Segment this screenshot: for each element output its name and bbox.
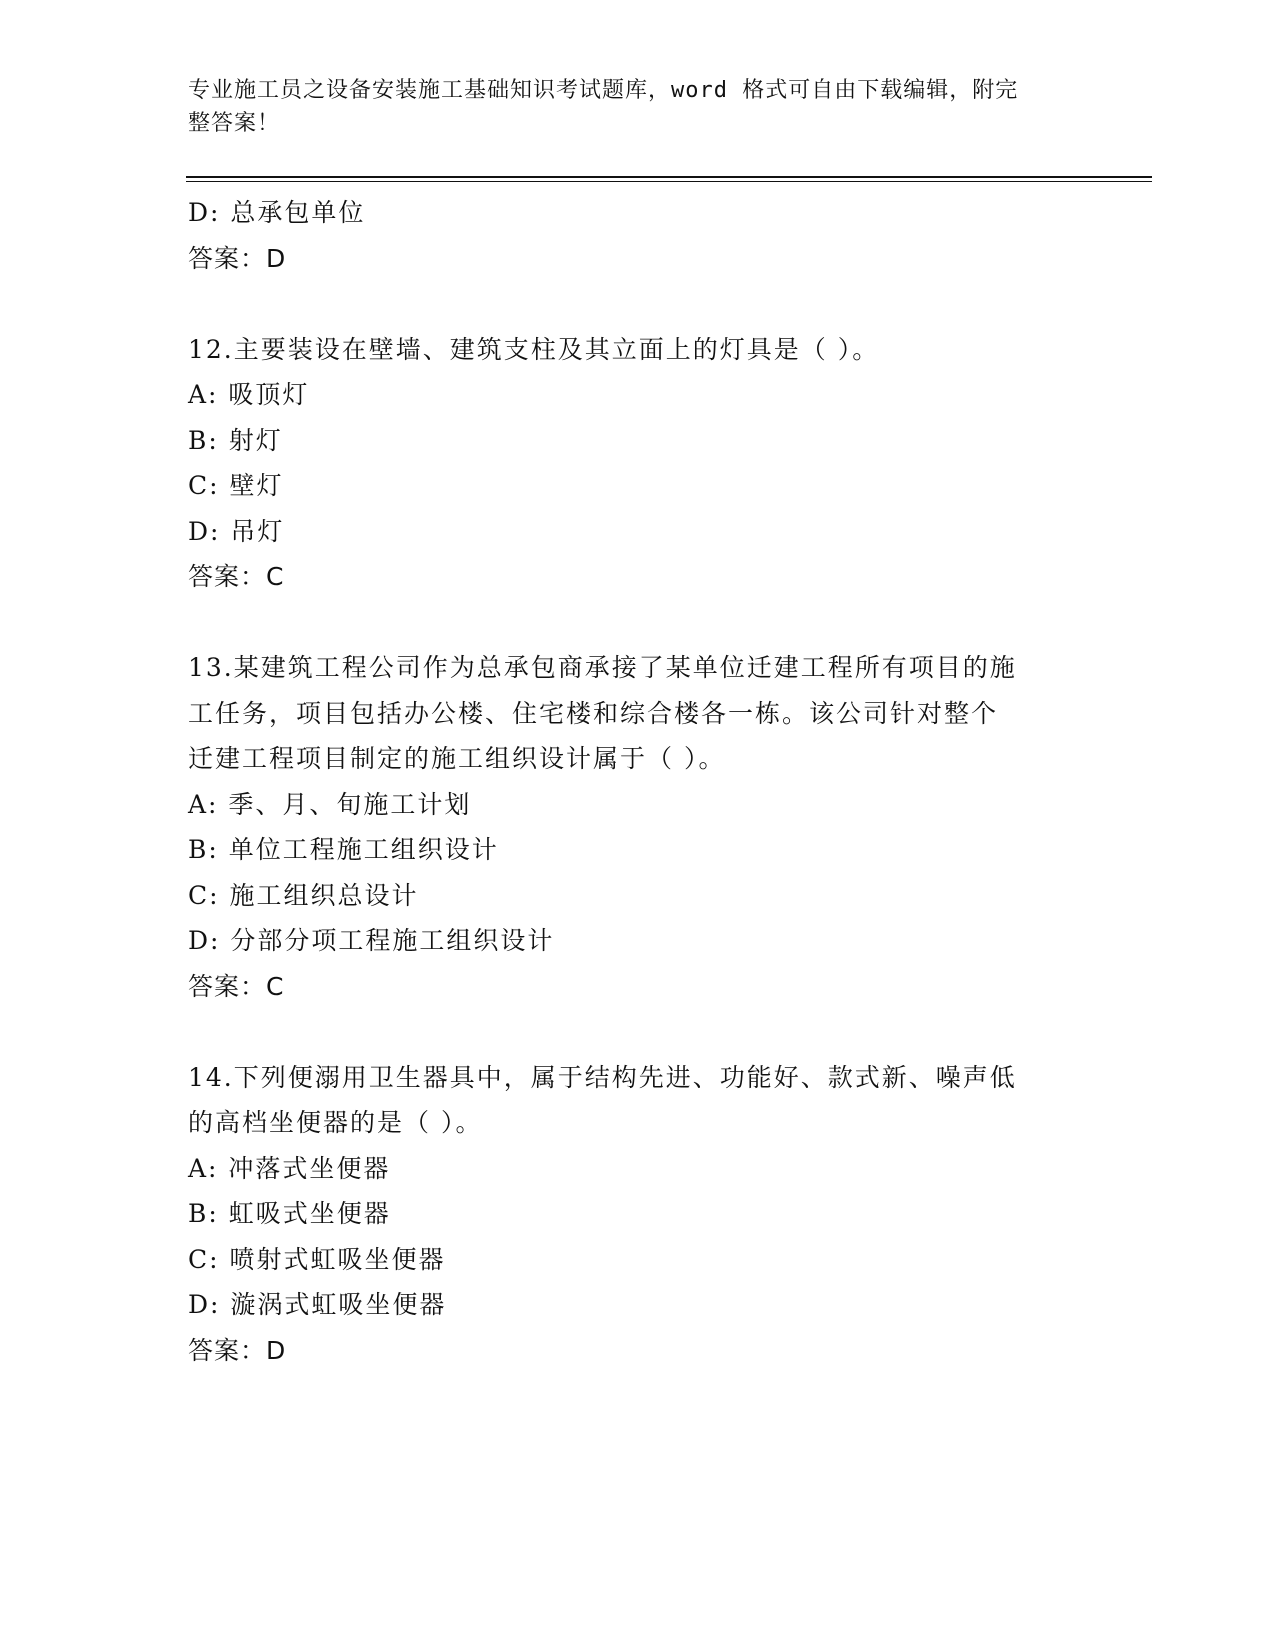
question-12 — [188, 327, 1088, 600]
header-divider-thin — [186, 181, 1152, 182]
previous-question-tail — [188, 190, 1088, 281]
document-header — [188, 74, 1068, 140]
option-d: D: 分部分项工程施工组织设计 — [188, 926, 555, 955]
option-c: C: 壁灯 — [188, 471, 284, 500]
option-a: A: 吸顶灯 — [188, 380, 310, 409]
question-14 — [188, 1055, 1088, 1374]
option-a: A: 冲落式坐便器 — [188, 1153, 391, 1183]
option-b: B: 虹吸式坐便器 — [188, 1199, 391, 1228]
answer-line: 答案：D — [188, 1335, 287, 1365]
option-d: D: 吊灯 — [188, 516, 285, 546]
option-c: C: 施工组织总设计 — [188, 880, 419, 910]
question-stem-line: 迁建工程项目制定的施工组织设计属于（ ）。 — [188, 744, 726, 773]
option-a: A: 季、月、旬施工计划 — [188, 789, 472, 819]
option-b: B: 单位工程施工组织设计 — [188, 835, 499, 864]
answer-line: 答案：C — [188, 562, 285, 591]
document-body — [188, 190, 1088, 1373]
header-divider-thick — [186, 176, 1152, 178]
answer-line: 答案：D — [188, 243, 287, 273]
question-stem-line: 13.某建筑工程公司作为总承包商承接了某单位迁建工程所有项目的施 — [188, 653, 1017, 682]
option-d: D: 总承包单位 — [188, 198, 366, 227]
answer-line: 答案：C — [188, 971, 285, 1001]
question-stem: 12.主要装设在壁墙、建筑支柱及其立面上的灯具是（ ）。 — [188, 334, 880, 364]
question-stem-line: 14.下列便溺用卫生器具中，属于结构先进、功能好、款式新、噪声低 — [188, 1062, 1017, 1092]
question-stem-line: 的高档坐便器的是（ ）。 — [188, 1108, 483, 1137]
spacer — [188, 600, 1088, 646]
option-d: D: 漩涡式虹吸坐便器 — [188, 1290, 447, 1319]
header-line-2: 整答案！ — [188, 111, 281, 136]
spacer — [188, 281, 1088, 327]
header-line-1: 专业施工员之设备安装施工基础知识考试题库，word 格式可自由下载编辑，附完 — [188, 78, 1019, 103]
question-stem-line: 工任务，项目包括办公楼、住宅楼和综合楼各一栋。该公司针对整个 — [188, 698, 999, 728]
spacer — [188, 1009, 1088, 1055]
option-c: C: 喷射式虹吸坐便器 — [188, 1244, 446, 1274]
option-b: B: 射灯 — [188, 425, 283, 455]
question-13 — [188, 645, 1088, 1009]
